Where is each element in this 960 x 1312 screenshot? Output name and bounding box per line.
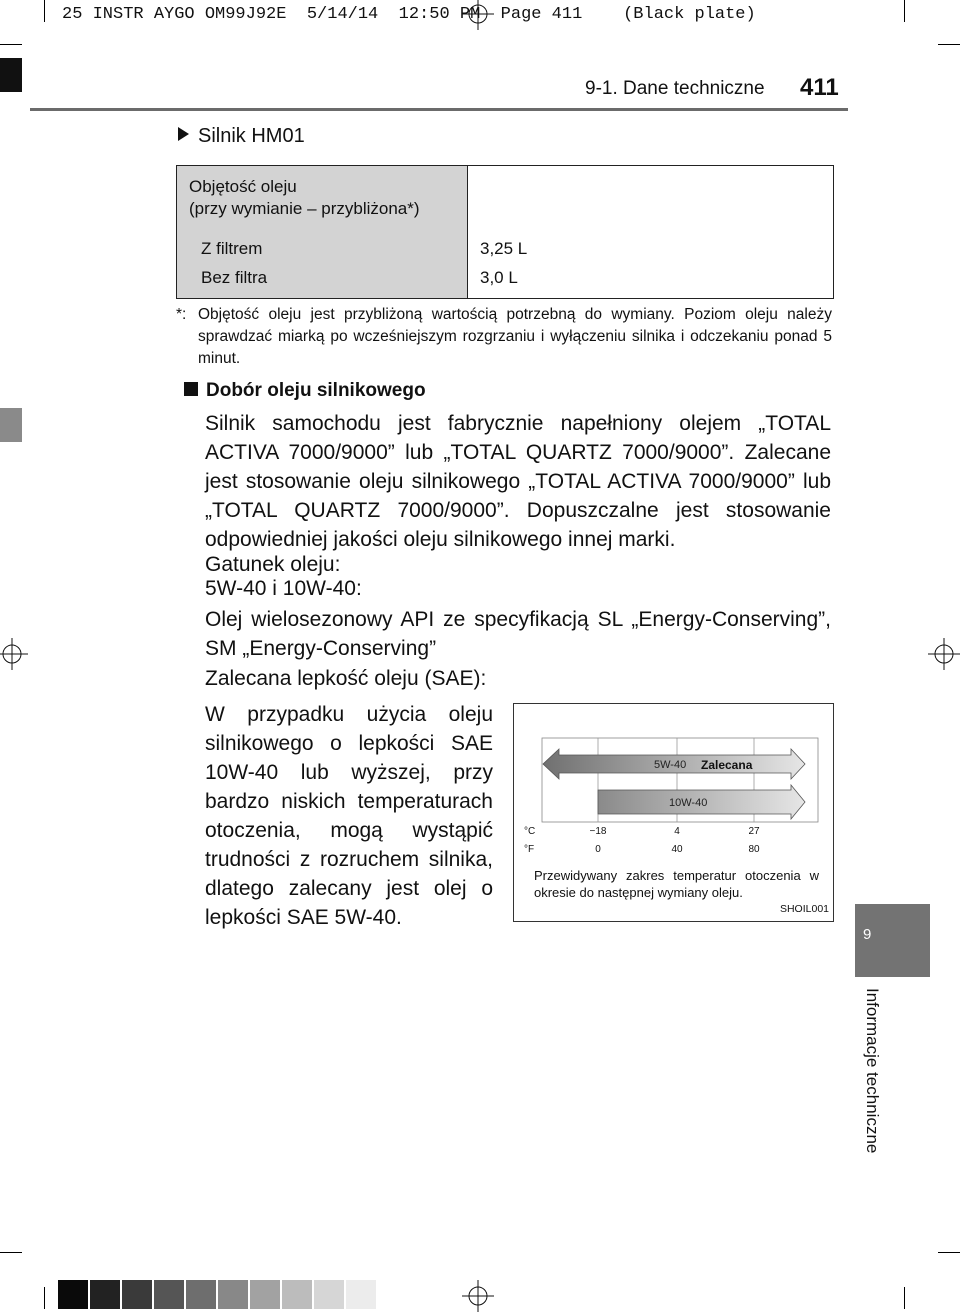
table-value-cell — [468, 166, 834, 299]
chapter-tab — [855, 904, 930, 977]
table-row-value: 3,0 L — [480, 268, 518, 287]
page-number: 411 — [800, 74, 839, 101]
color-swatch — [122, 1280, 152, 1309]
fahrenheit-tick: 80 — [748, 844, 760, 855]
celsius-tick: −18 — [589, 826, 607, 837]
footnote-mark: *: — [176, 306, 187, 323]
table-header-text — [177, 166, 467, 234]
arrow-5w40-label: 5W-40 — [654, 759, 687, 771]
figure-caption: Przewidywany zakres temperatur otoczenia w okresie do następnej wymiany oleju. — [534, 868, 819, 900]
color-swatch — [314, 1280, 344, 1309]
arrow-10w40-label: 10W-40 — [669, 797, 708, 809]
section-heading-text: Silnik HM01 — [198, 125, 305, 147]
square-bullet-icon — [184, 382, 198, 396]
subsection-heading — [184, 380, 426, 402]
figure-code: SHOIL001 — [779, 903, 829, 915]
arrow-5w40-tag: Zalecana — [701, 758, 753, 772]
chapter-marker-black — [0, 58, 22, 92]
printer-slug: 25 INSTR AYGO OM99J92E 5/14/14 12:50 PM Page 411 (Black plate) — [58, 4, 760, 26]
fahrenheit-tick: 0 — [595, 844, 601, 855]
crop-mark-bottom-left-v — [44, 1287, 45, 1309]
header-divider — [30, 108, 848, 111]
registration-mark-left — [0, 638, 28, 670]
table-row-value: 3,25 L — [480, 239, 528, 258]
footnote — [176, 304, 832, 370]
color-swatch — [154, 1280, 184, 1309]
celsius-tick: 27 — [748, 826, 760, 837]
crop-mark-top-right-h — [938, 44, 960, 45]
triangle-bullet-icon — [178, 127, 189, 141]
oil-grade-label: Gatunek oleju: — [205, 553, 341, 576]
table-row-label: Z filtrem — [201, 239, 263, 258]
crop-mark-bottom-right-h — [938, 1252, 960, 1253]
table-header-cell — [177, 166, 468, 299]
fahrenheit-unit: °F — [524, 844, 535, 855]
body-paragraph-factory-oil: Silnik samochodu jest fabrycznie napełniony olejem „TOTAL ACTIVA 7000/9000” lub „TOTAL QUARTZ 7000/9000”. Zalecane jest stosowanie oleju silnikowego „TOTAL ACTIVA 7000/9000” lub „TOTAL QUARTZ 7000/9000”. Dopuszczalne jest stosowanie odpowiedniej jakości oleju silnikowego innej marki. — [205, 412, 831, 551]
registration-mark-right — [928, 638, 960, 670]
section-heading — [178, 125, 305, 148]
crop-mark-top-left-h — [0, 44, 22, 45]
color-swatch — [186, 1280, 216, 1309]
api-spec-paragraph: Olej wielosezonowy API ze specyfikacją SL „Energy-Conserving”, SM „Energy-Conserving” — [205, 608, 831, 660]
viscosity-temperature-figure — [513, 703, 834, 922]
registration-mark-bottom — [462, 1280, 494, 1312]
table-row — [177, 166, 834, 299]
table-header-line2: (przy wymianie – przybliżona*) — [189, 199, 420, 218]
color-swatch — [346, 1280, 376, 1309]
subsection-heading-text: Dobór oleju silnikowego — [206, 380, 426, 401]
registration-mark-top — [462, 0, 494, 30]
footnote-text: Objętość oleju jest przybliżoną wartością potrzebną do wymiany. Poziom oleju należy sprawdzać miarką po wcześniejszym rozgrzaniu i wyłączeniu silnika i odczekaniu ponad 5 minut. — [198, 306, 832, 367]
chapter-tab-number: 9 — [863, 926, 872, 943]
crop-mark-top-left-v — [44, 0, 45, 22]
crop-mark-bottom-left-h — [0, 1252, 22, 1253]
color-swatch — [90, 1280, 120, 1309]
crop-mark-top-right-v — [904, 0, 905, 22]
viscosity-note: W przypadku użycia oleju silnikowego o lepkości SAE 10W-40 lub wyższej, przy bardzo niskich temperaturach otoczenia, mogą wystąpić trudności z rozruchem silnika, dlatego zalecany jest olej o lepkości SAE 5W-40. — [205, 703, 493, 929]
table-header-line1: Objętość oleju — [189, 177, 297, 196]
oil-grade-value: 5W-40 i 10W-40: — [205, 577, 362, 600]
celsius-tick: 4 — [674, 826, 680, 837]
viscosity-label: Zalecana lepkość oleju (SAE): — [205, 667, 487, 690]
chapter-marker-gray — [0, 408, 22, 442]
crop-mark-bottom-right-v — [904, 1287, 905, 1309]
fahrenheit-tick: 40 — [671, 844, 683, 855]
table-row-label: Bez filtra — [201, 268, 268, 287]
color-swatch — [58, 1280, 88, 1309]
celsius-unit: °C — [524, 826, 536, 837]
color-swatch — [218, 1280, 248, 1309]
page-header-title: 9-1. Dane techniczne — [585, 78, 765, 99]
color-swatch — [282, 1280, 312, 1309]
chapter-tab-label: Informacje techniczne — [863, 988, 882, 1154]
color-swatch — [250, 1280, 280, 1309]
oil-capacity-table — [176, 165, 834, 299]
